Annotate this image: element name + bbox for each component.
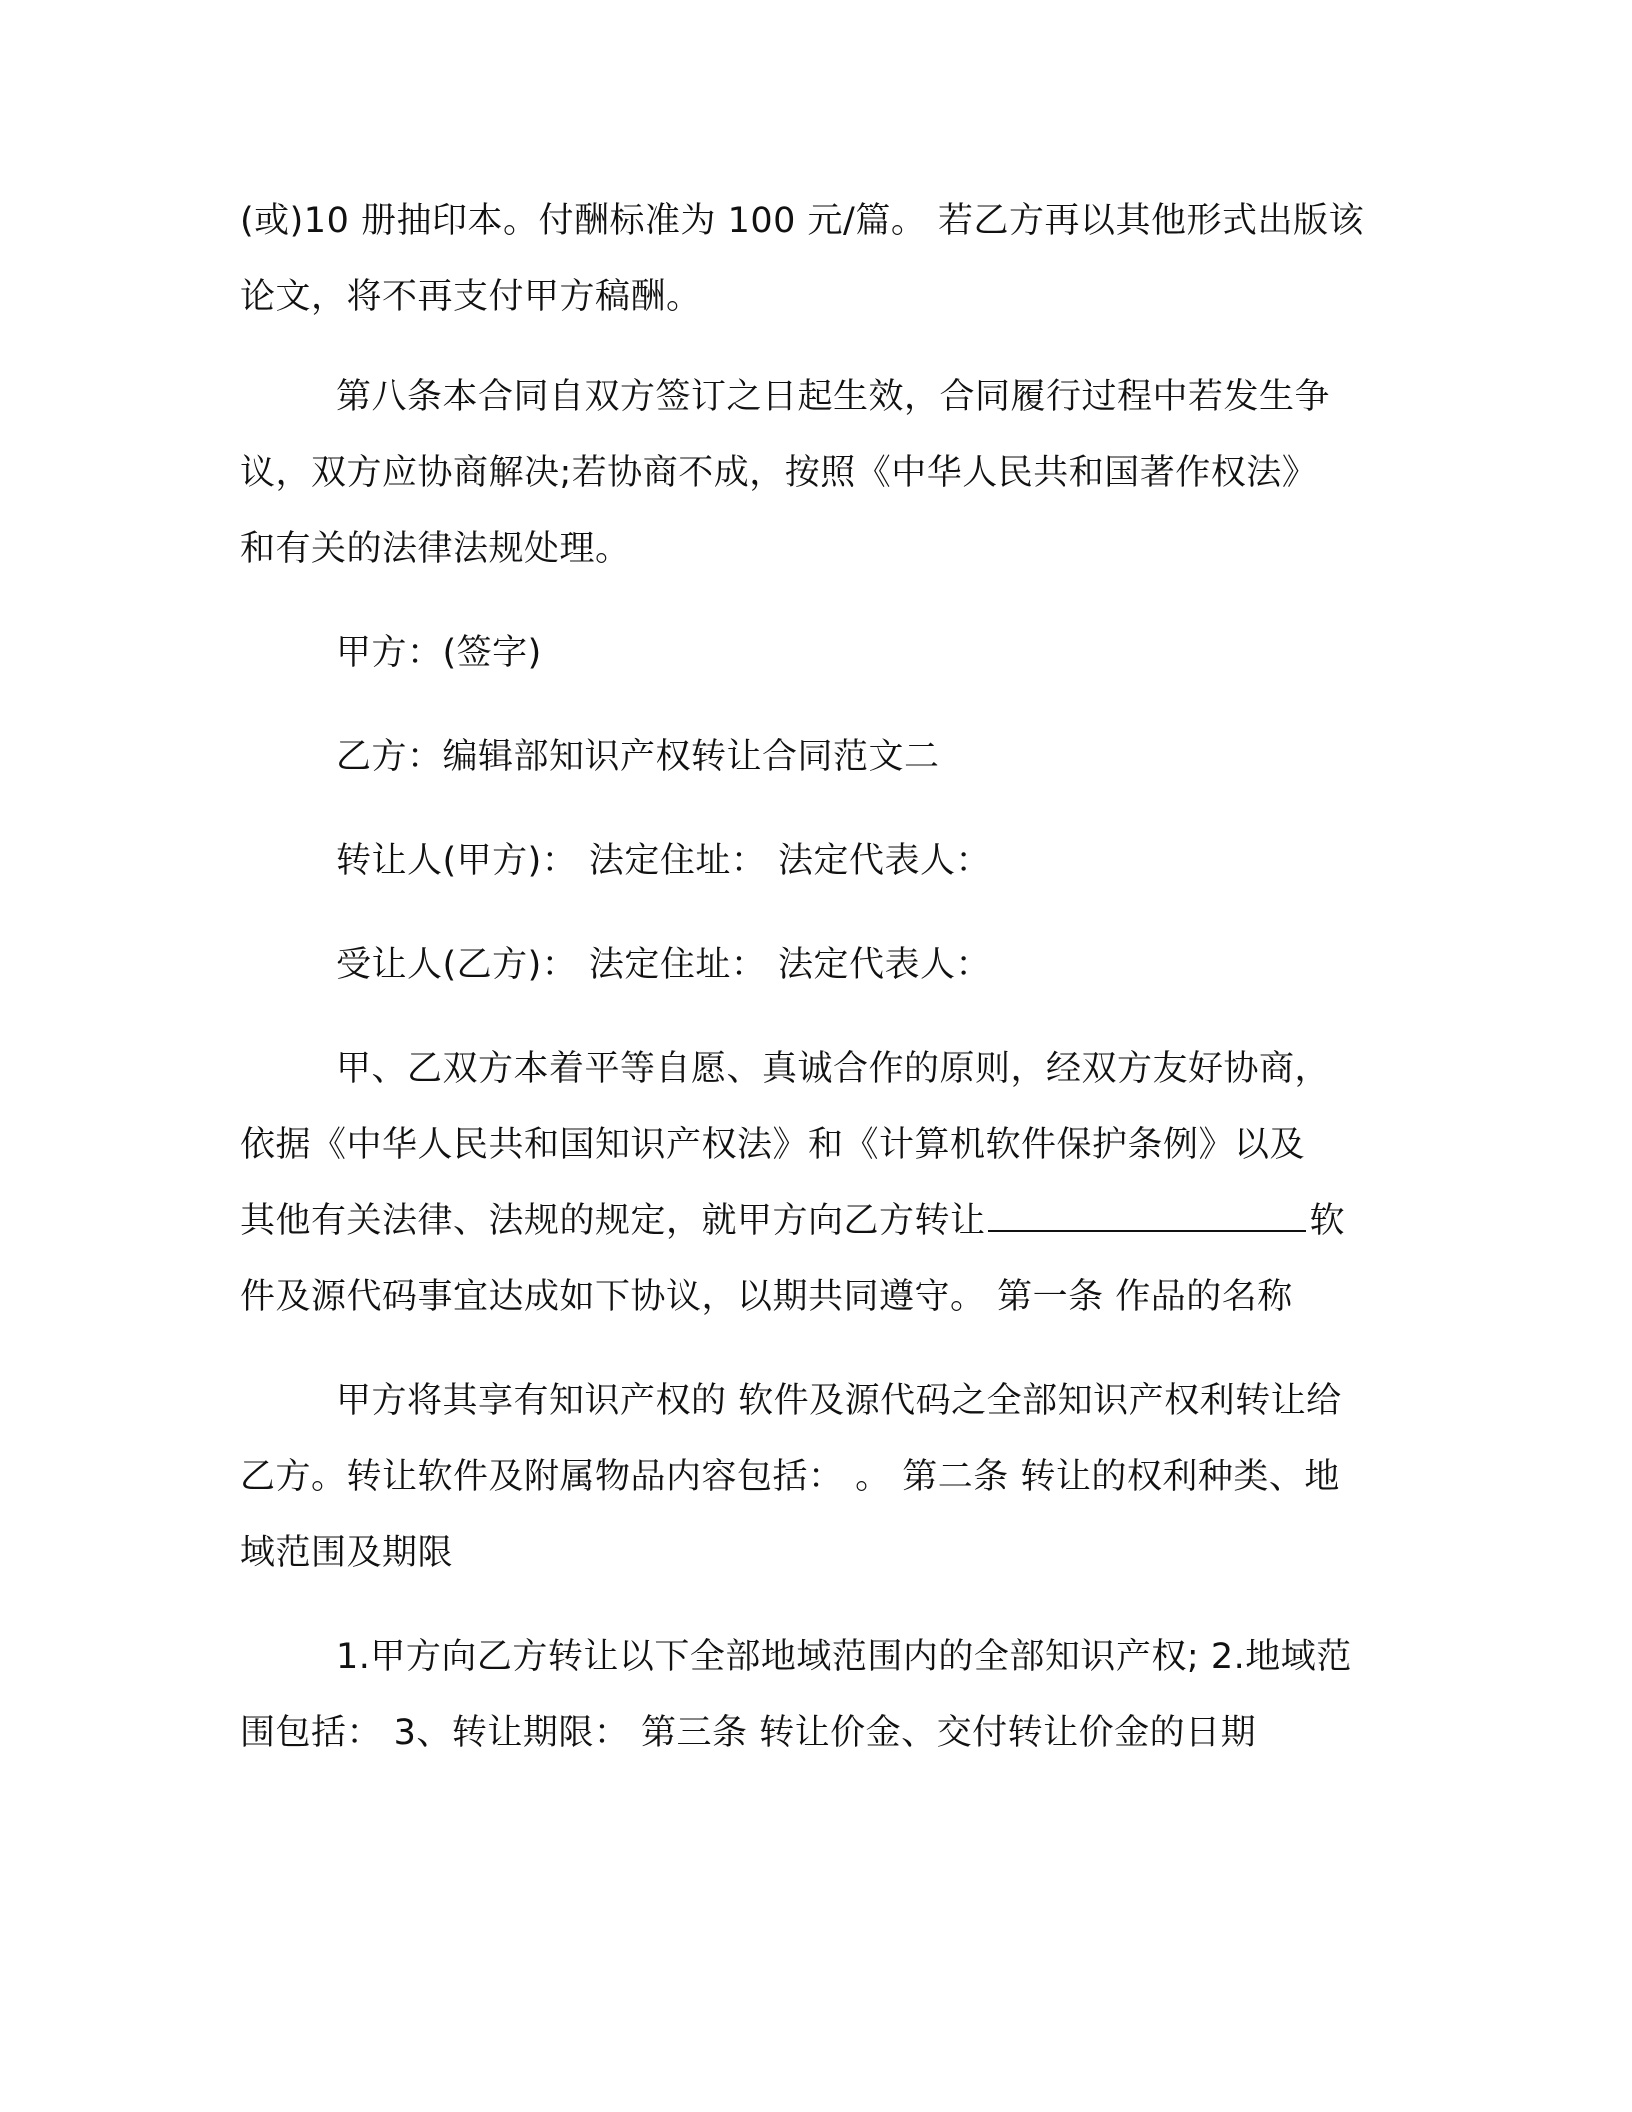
text-line: 域范围及期限 [240, 1533, 454, 1573]
text-line: 甲、乙双方本着平等自愿、真诚合作的原则，经双方友好协商， [336, 1049, 1331, 1089]
text-line: 乙方：编辑部知识产权转让合同范文二 [336, 737, 940, 777]
text-line: 议，双方应协商解决;若协商不成，按照《中华人民共和国著作权法》 [240, 453, 1318, 493]
text-line: 受让人(乙方)： 法定住址： 法定代表人： [336, 945, 992, 985]
text-line: 论文，将不再支付甲方稿酬。 [240, 277, 702, 317]
text-line: 甲方：(签字) [336, 633, 542, 673]
text-line: 乙方。转让软件及附属物品内容包括： 。 第二条 转让的权利种类、地 [240, 1457, 1340, 1497]
text-line: 依据《中华人民共和国知识产权法》和《计算机软件保护条例》以及 [240, 1125, 1306, 1165]
text-line: (或)10 册抽印本。付酬标准为 100 元/篇。 若乙方再以其他形式出版该 [240, 201, 1364, 241]
text-line: 转让人(甲方)： 法定住址： 法定代表人： [336, 841, 992, 881]
text-line: 1.甲方向乙方转让以下全部地域范围内的全部知识产权; 2.地域范 [336, 1637, 1352, 1677]
text-line: 第八条本合同自双方签订之日起生效，合同履行过程中若发生争 [336, 377, 1331, 417]
text-line: 和有关的法律法规处理。 [240, 529, 631, 569]
text-line: 甲方将其享有知识产权的 软件及源代码之全部知识产权利转让给 [336, 1381, 1342, 1421]
text-line: 围包括： 3、转让期限： 第三条 转让价金、交付转让价金的日期 [240, 1713, 1257, 1753]
text-segment: 其他有关法律、法规的规定，就甲方向乙方转让 [240, 1201, 986, 1241]
text-line: 件及源代码事宜达成如下协议，以期共同遵守。 第一条 作品的名称 [240, 1277, 1293, 1317]
text-line-with-blank [240, 1198, 1345, 1244]
text-segment: 软 [1309, 1201, 1346, 1241]
fill-in-blank [988, 1200, 1306, 1232]
